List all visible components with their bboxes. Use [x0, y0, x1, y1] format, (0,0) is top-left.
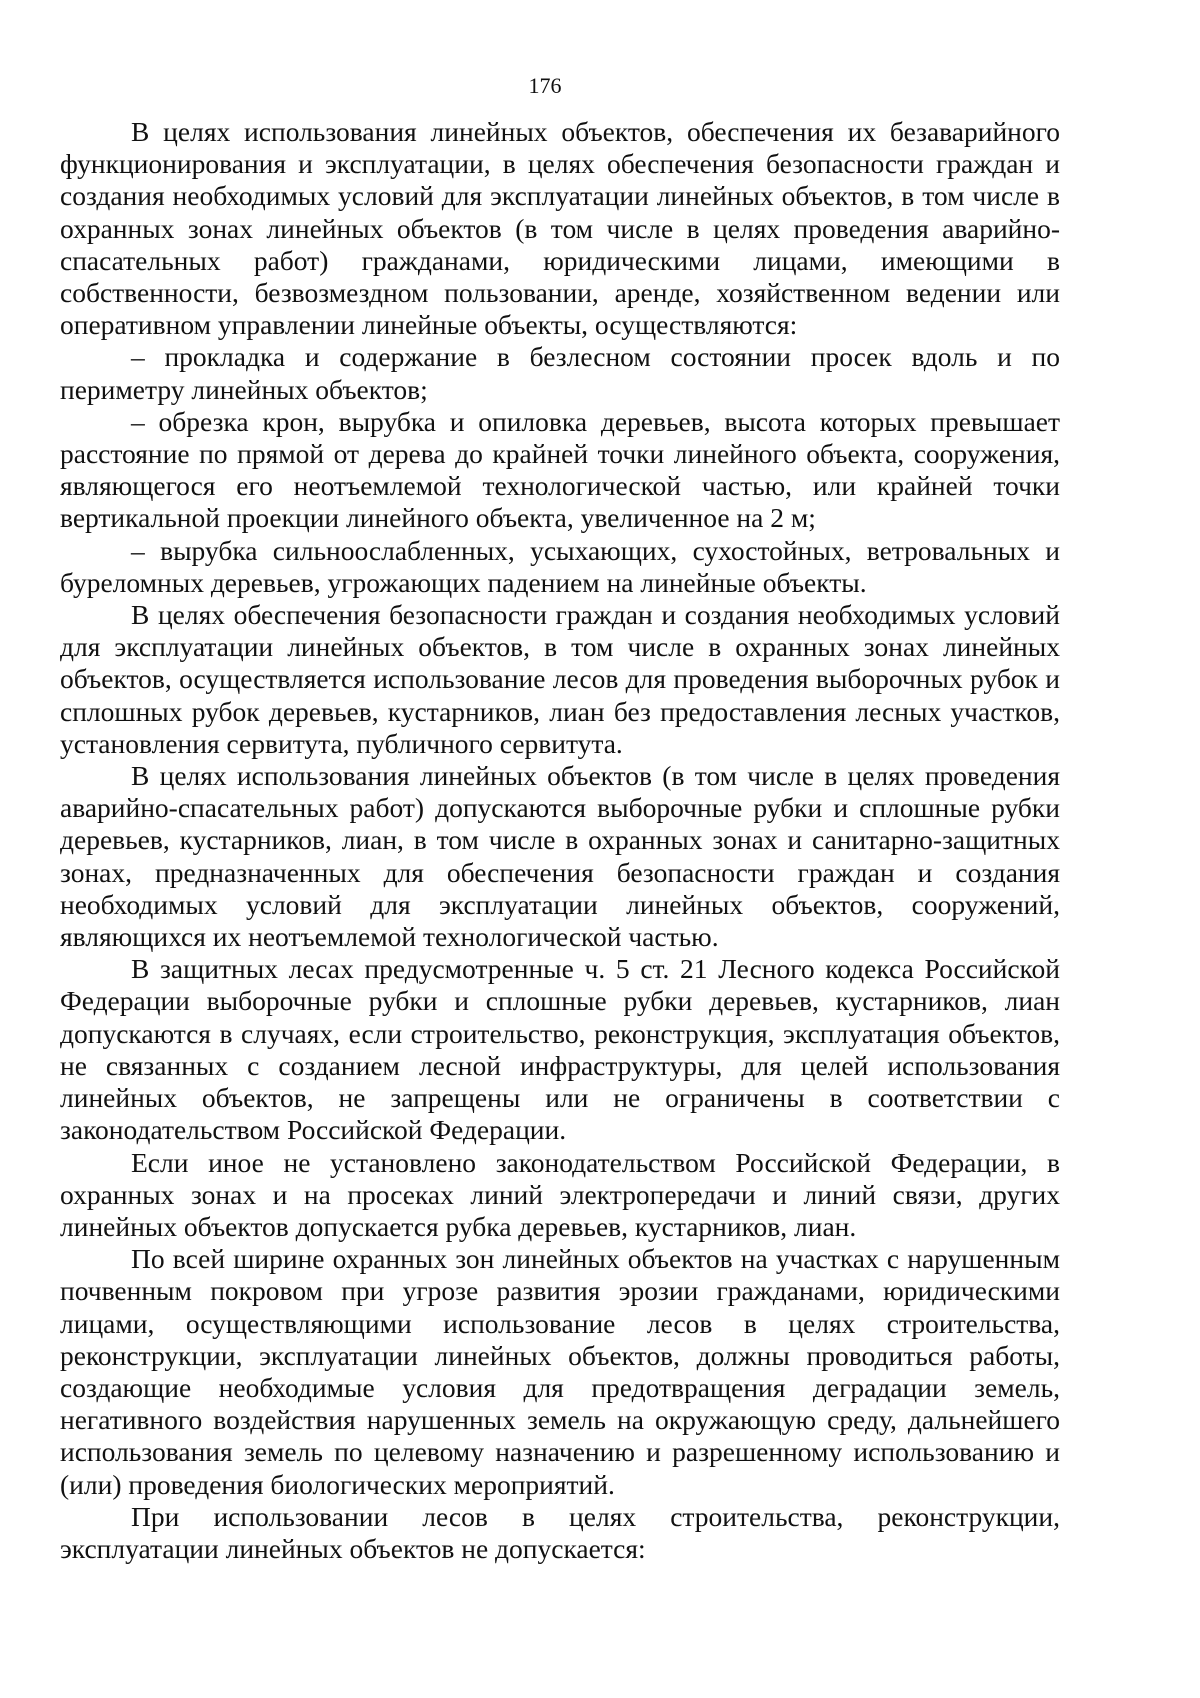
paragraph-3: В целях использования линейных объектов (в том числе в целях проведения аварийно-спасательных работ) допускаются выборочные рубки и сплошные рубки деревьев, кустарников, лиан, в том числе в охранных зонах и санитарно-защитных зонах, предназначенных для обеспечения безопасности граждан и создания необходимых условий для эксплуатации линейных объектов, сооружений, являющихся их неотъемлемой технологической частью.	[60, 760, 1060, 953]
paragraph-4: В защитных лесах предусмотренные ч. 5 ст. 21 Лесного кодекса Российской Федерации выборочные рубки и сплошные рубки деревьев, кустарников, лиан допускаются в случаях, если строительство, реконструкция, эксплуатация объектов, не связанных с созданием лесной инфраструктуры, для целей использования линейных объектов, не запрещены или не ограничены в соответствии с законодательством Российской Федерации.	[60, 953, 1060, 1146]
paragraph-1: В целях использования линейных объектов, обеспечения их безаварийного функционирования и эксплуатации, в целях обеспечения безопасности граждан и создания необходимых условий для эксплуатации линейных объектов, в том числе в охранных зонах линейных объектов (в том числе в целях проведения аварийно-спасательных работ) гражданами, юридическими лицами, имеющими в собственности, безвозмездном пользовании, аренде, хозяйственном ведении или оперативном управлении линейные объекты, осуществляются:	[60, 116, 1060, 341]
list-item-pruning: – обрезка крон, вырубка и опиловка деревьев, высота которых превышает расстояние по прямой от дерева до крайней точки линейного объекта, сооружения, являющегося его неотъемлемой технологической частью, или крайней точки вертикальной проекции линейного объекта, увеличенное на 2 м;	[60, 405, 1060, 534]
page-number: 176	[528, 73, 562, 98]
list-item-clearing: – прокладка и содержание в безлесном состоянии просек вдоль и по периметру линейных объектов;	[60, 341, 1060, 405]
paragraph-6: По всей ширине охранных зон линейных объектов на участках с нарушенным почвенным покровом при угрозе развития эрозии гражданами, юридическими лицами, осуществляющими использование лесов в целях строительства, реконструкции, эксплуатации линейных объектов, должны проводиться работы, создающие необходимые условия для предотвращения деградации земель, негативного воздействия нарушенных земель на окружающую среду, дальнейшего использования земель по целевому назначению и разрешенному использованию и (или) проведения биологических мероприятий.	[60, 1243, 1060, 1500]
paragraph-7: При использовании лесов в целях строительства, реконструкции, эксплуатации линейных объектов не допускается:	[60, 1500, 1060, 1564]
paragraph-5: Если иное не установлено законодательством Российской Федерации, в охранных зонах и на просеках линий электропередачи и линий связи, других линейных объектов допускается рубка деревьев, кустарников, лиан.	[60, 1146, 1060, 1242]
list-item-felling: – вырубка сильноослабленных, усыхающих, сухостойных, ветровальных и буреломных деревьев, угрожающих падением на линейные объекты.	[60, 534, 1060, 598]
body-text	[60, 116, 1060, 1565]
paragraph-2: В целях обеспечения безопасности граждан и создания необходимых условий для эксплуатации линейных объектов, в том числе в охранных зонах линейных объектов, осуществляется использование лесов для проведения выборочных рубок и сплошных рубок деревьев, кустарников, лиан без предоставления лесных участков, установления сервитута, публичного сервитута.	[60, 599, 1060, 759]
